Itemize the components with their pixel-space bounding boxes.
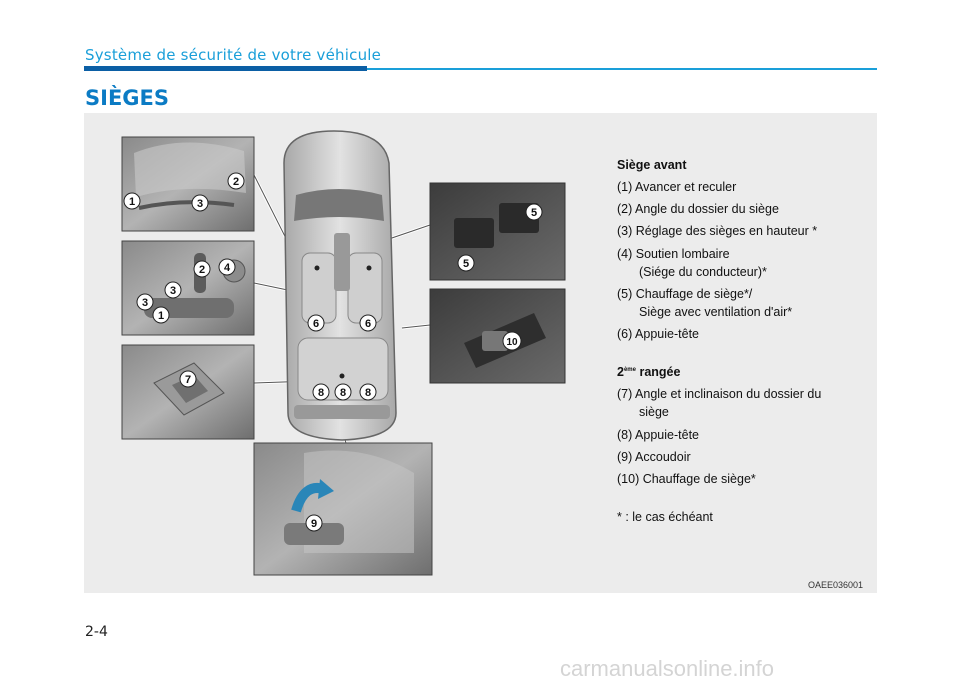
callout-8a	[313, 384, 329, 400]
callout-8c-label: 8	[364, 387, 372, 399]
callout-6a	[308, 315, 324, 331]
legend-item-5: (5) Chauffage de siège*/ Siège avec ventilation d'air*	[617, 286, 793, 319]
photo-seat-controls	[122, 241, 254, 335]
callout-3b1	[165, 282, 181, 298]
callout-8c	[360, 384, 376, 400]
callout-7	[180, 371, 196, 387]
header-rule-light	[367, 68, 877, 70]
callout-3b2-label: 3	[141, 297, 149, 309]
callout-3b1-label: 3	[169, 285, 177, 297]
callout-5a-label: 5	[530, 207, 538, 219]
callout-8b	[335, 384, 351, 400]
callout-8a-label: 8	[317, 387, 325, 399]
callout-5b	[458, 255, 474, 271]
legend-item-2: (2) Angle du dossier du siège	[617, 202, 779, 217]
watermark: carmanualsonline.info	[560, 656, 775, 681]
callout-9	[306, 515, 322, 531]
callout-10-label: 10	[506, 337, 518, 348]
photo-heat-switches	[430, 183, 565, 280]
section-title: SIÈGES	[85, 86, 169, 110]
header-rule-dark	[84, 66, 367, 71]
callout-10	[503, 332, 521, 350]
legend-rear-heading: 2ème rangée	[617, 365, 681, 380]
photo-rear-lever	[122, 345, 254, 439]
legend-footnote: * : le cas échéant	[617, 509, 713, 524]
callout-2a	[228, 173, 244, 189]
page-number: 2-4	[85, 624, 108, 640]
legend-item-6: (6) Appuie-tête	[617, 327, 699, 341]
legend-item-10: (10) Chauffage de siège*	[617, 471, 756, 486]
callout-4b	[219, 259, 235, 275]
legend-item-7: (7) Angle et inclinaison du dossier du siège	[617, 387, 822, 420]
legend-front-heading: Siège avant	[617, 158, 687, 172]
legend	[617, 156, 867, 530]
legend-item-1: (1) Avancer et reculer	[617, 180, 737, 195]
callout-9-label: 9	[310, 518, 318, 530]
callout-1a-label: 1	[128, 196, 136, 208]
callout-5a	[526, 204, 542, 220]
callout-8b-label: 8	[339, 387, 347, 399]
callout-6b	[360, 315, 376, 331]
callout-3b2	[137, 294, 153, 310]
callout-2a-label: 2	[232, 176, 240, 188]
photo-rear-heat-switch	[430, 289, 565, 383]
legend-item-9: (9) Accoudoir	[617, 449, 691, 464]
callout-5b-label: 5	[462, 258, 470, 270]
legend-item-4: (4) Soutien lombaire (Siége du conducteur)*	[617, 246, 767, 279]
callout-1b-label: 1	[157, 310, 165, 322]
callout-2b-label: 2	[198, 264, 206, 276]
legend-item-3: (3) Réglage des sièges en hauteur *	[617, 224, 818, 239]
callout-6b-label: 6	[364, 318, 372, 330]
callout-6a-label: 6	[312, 318, 320, 330]
legend-item-8: (8) Appuie-tête	[617, 427, 699, 442]
callout-3a	[192, 195, 208, 211]
callout-1b	[153, 307, 169, 323]
callout-2b	[194, 261, 210, 277]
callout-4b-label: 4	[223, 262, 231, 274]
callout-7-label: 7	[184, 374, 192, 386]
callout-1a	[124, 193, 140, 209]
photo-armrest	[254, 443, 432, 575]
callout-3a-label: 3	[196, 198, 204, 210]
figure-code: OAEE036001	[808, 580, 864, 590]
header-title: Système de sécurité de votre véhicule	[85, 46, 382, 64]
